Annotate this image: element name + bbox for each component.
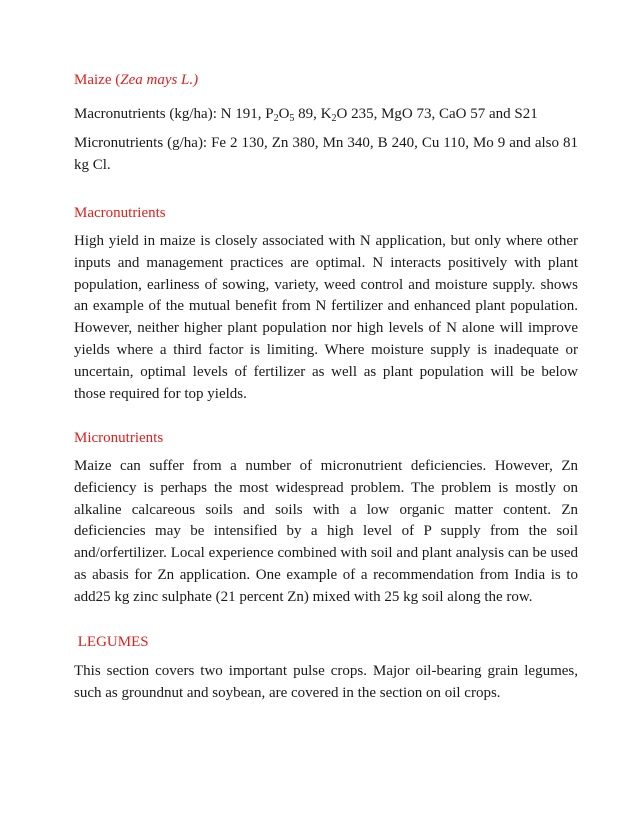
micronutrient-rates-line: Micronutrients (g/ha): Fe 2 130, Zn 380, Mn 340, B 240, Cu 110, Mo 9 and also 81 kg Cl.: [74, 135, 578, 173]
micronutrients-paragraph: Maize can suffer from a number of micronutrient deficiencies. However, Zn deficiency is perhaps the most widespread problem. The problem is mostly on alkaline calcareous soils and soils with a low organic matter content. Zn deficiencies may be intensified by a high level of P supply from the soil and/orfertilizer. Local experience combined with soil and plant analysis can be used as abasis for Zn application. One example of a recommendation from India is to add25 kg zinc sulphate (21 percent Zn) mixed with 25 kg soil along the row.: [74, 458, 578, 605]
maize-title: [74, 70, 578, 90]
micronutrients-heading: Micronutrients: [74, 430, 164, 446]
legumes-heading: LEGUMES: [74, 634, 149, 650]
macronutrient-rates-line: Macronutrients (kg/ha): N 191, $P_2O_5$ 89, $K_2O$ 235, MgO 73, CaO 57 and S21: [74, 106, 538, 124]
macronutrients-heading: Macronutrients: [74, 205, 166, 221]
macronutrients-paragraph: High yield in maize is closely associated with N application, but only where other inputs and management practices are optimal. N interacts positively with plant population, earliness of sowing, variety, weed control and moisture supply. shows an example of the mutual benefit from N fertilizer and enhanced plant population. However, neither higher plant population nor high levels of N alone will improve yields where a third factor is limiting. Where moisture supply is inadequate or uncertain, optimal levels of fertilizer as well as plant population will be below those required for top yields.: [74, 233, 578, 402]
maize-title-plain: Maize (: [74, 72, 121, 88]
legumes-paragraph: This section covers two important pulse crops. Major oil-bearing grain legumes, such as groundnut and soybean, are covered in the section on oil crops.: [74, 663, 578, 701]
maize-title-scientific: Zea mays L.): [120, 72, 199, 88]
